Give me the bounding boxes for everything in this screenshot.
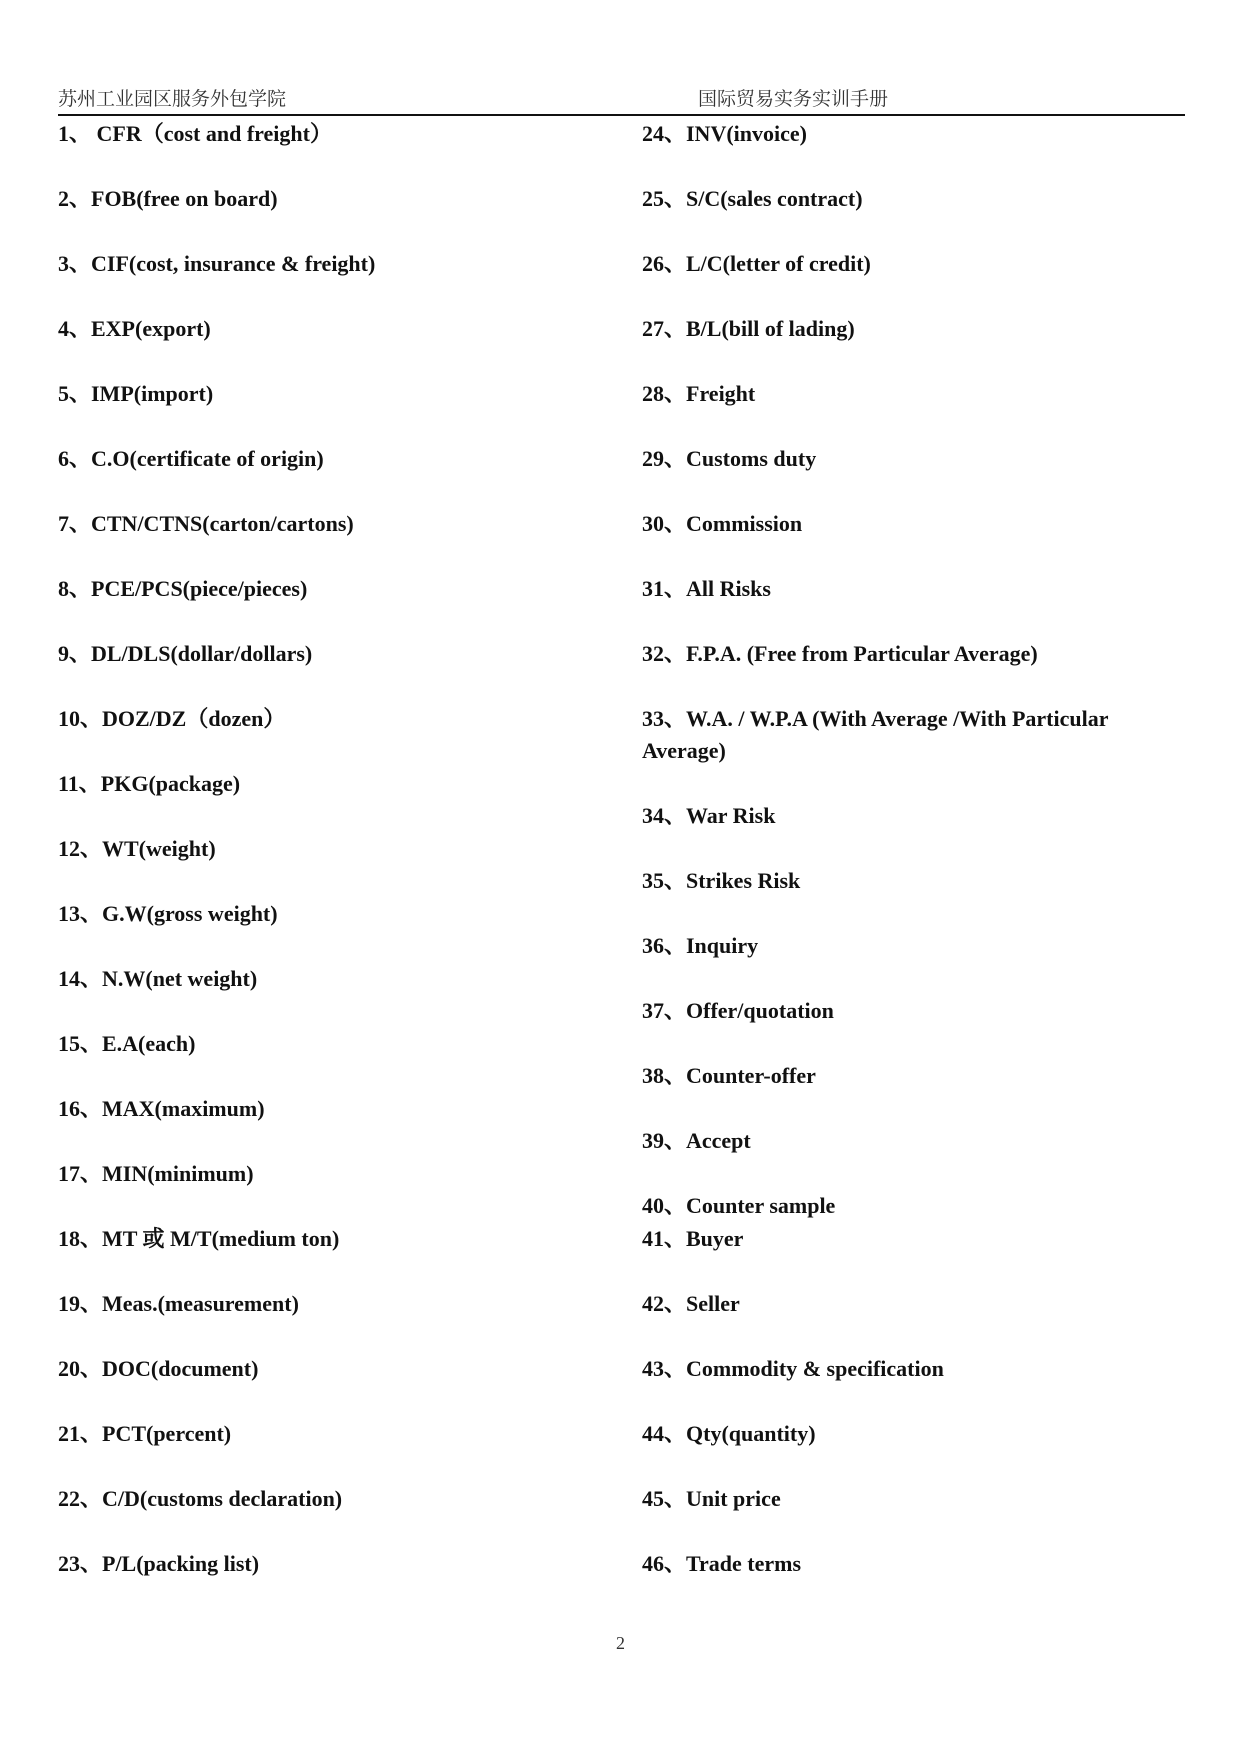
term-item-16: 16、MAX(maximum) — [58, 1096, 265, 1121]
term-item-26: 26、L/C(letter of credit) — [642, 251, 871, 276]
term-item-36: 36、Inquiry — [642, 933, 759, 958]
term-item-20: 20、DOC(document) — [58, 1356, 259, 1381]
term-item-39: 39、Accept — [642, 1128, 751, 1153]
term-item-31: 31、All Risks — [642, 576, 771, 601]
term-item-14: 14、N.W(net weight) — [58, 966, 258, 991]
header-manual-title: 国际贸易实务实训手册 — [698, 89, 889, 110]
term-item-19: 19、Meas.(measurement) — [58, 1291, 299, 1316]
term-item-10: 10、DOZ/DZ（dozen） — [58, 706, 286, 731]
term-item-28: 28、Freight — [642, 381, 756, 406]
term-item-3: 3、CIF(cost, insurance & freight) — [58, 251, 376, 276]
term-item-24: 24、INV(invoice) — [642, 121, 807, 146]
term-item-18: 18、MT 或 M/T(medium ton) — [58, 1226, 340, 1251]
term-item-40: 40、Counter sample — [642, 1193, 836, 1218]
term-item-12: 12、WT(weight) — [58, 836, 216, 861]
term-item-35: 35、Strikes Risk — [642, 868, 801, 893]
term-item-25: 25、S/C(sales contract) — [642, 186, 863, 211]
term-item-43: 43、Commodity & specification — [642, 1356, 944, 1381]
page-header — [58, 88, 1185, 116]
term-item-23: 23、P/L(packing list) — [58, 1551, 260, 1576]
term-item-22: 22、C/D(customs declaration) — [58, 1486, 343, 1511]
term-item-4: 4、EXP(export) — [58, 316, 211, 341]
term-item-11: 11、PKG(package) — [58, 771, 241, 796]
term-item-9: 9、DL/DLS(dollar/dollars) — [58, 641, 313, 666]
term-item-7: 7、CTN/CTNS(carton/cartons) — [58, 511, 354, 536]
term-item-33: 33、W.A. / W.P.A (With Average /With Particular Average) — [642, 706, 1109, 763]
term-item-1: 1、 CFR（cost and freight） — [58, 121, 332, 146]
term-item-2: 2、FOB(free on board) — [58, 186, 278, 211]
term-item-38: 38、Counter-offer — [642, 1063, 816, 1088]
term-item-30: 30、Commission — [642, 511, 803, 536]
term-item-13: 13、G.W(gross weight) — [58, 901, 278, 926]
term-item-6: 6、C.O(certificate of origin) — [58, 446, 324, 471]
term-item-17: 17、MIN(minimum) — [58, 1161, 254, 1186]
term-item-42: 42、Seller — [642, 1291, 740, 1316]
term-item-32: 32、F.P.A. (Free from Particular Average) — [642, 641, 1038, 666]
term-item-21: 21、PCT(percent) — [58, 1421, 232, 1446]
term-item-5: 5、IMP(import) — [58, 381, 214, 406]
header-institution: 苏州工业园区服务外包学院 — [58, 89, 287, 110]
term-item-37: 37、Offer/quotation — [642, 998, 834, 1023]
term-item-8: 8、PCE/PCS(piece/pieces) — [58, 576, 308, 601]
term-item-29: 29、Customs duty — [642, 446, 817, 471]
term-item-34: 34、War Risk — [642, 803, 776, 828]
term-item-44: 44、Qty(quantity) — [642, 1421, 816, 1446]
term-item-27: 27、B/L(bill of lading) — [642, 316, 855, 341]
term-item-41: 41、Buyer — [642, 1226, 744, 1251]
term-item-45: 45、Unit price — [642, 1486, 781, 1511]
term-item-15: 15、E.A(each) — [58, 1031, 196, 1056]
term-item-46: 46、Trade terms — [642, 1551, 802, 1576]
page-number: 2 — [616, 1633, 625, 1653]
